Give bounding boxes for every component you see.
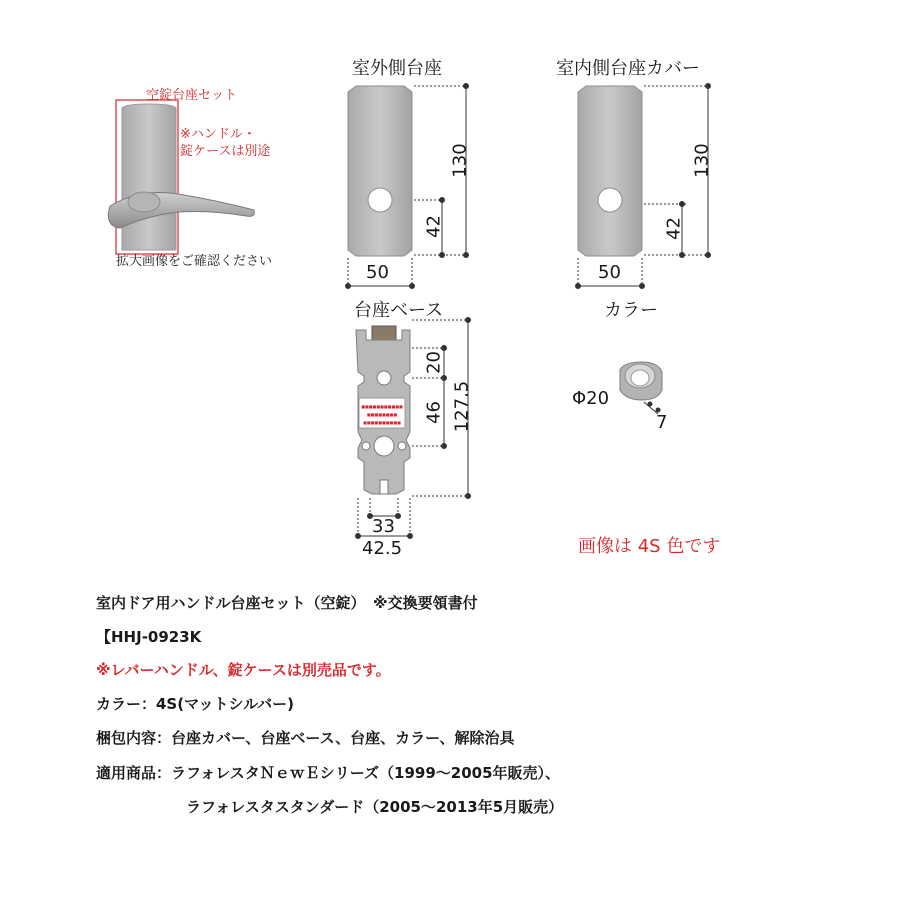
product-line: 室内ドア用ハンドル台座セット（空錠） ※交換要領書付 xyxy=(96,594,478,612)
base-dim-20: 20 xyxy=(423,351,445,374)
base-title: 台座ベース xyxy=(354,300,444,321)
base-dim-33: 33 xyxy=(372,516,395,537)
outer-height-dim: 130 xyxy=(449,143,471,178)
applicable-products-2: ラフォレスタスタンダード（2005～2013年5月販売） xyxy=(186,798,564,816)
outer-width-dim: 50 xyxy=(366,262,389,283)
collar-title: カラー xyxy=(604,300,658,321)
set-plate-image xyxy=(122,104,176,250)
outer-plate-hole xyxy=(368,188,392,212)
base-dim-total: 127.5 xyxy=(451,380,473,433)
color-spec: カラー：4S(マットシルバー) xyxy=(96,695,294,713)
svg-text:■■■■■■■■■■■: ■■■■■■■■■■■ xyxy=(361,404,403,409)
base-dim-42-5: 42.5 xyxy=(362,538,403,559)
inner-height-dim: 130 xyxy=(691,143,713,178)
collar-image xyxy=(620,362,662,400)
inner-cover-hole xyxy=(598,188,622,212)
collar-diameter: Φ20 xyxy=(572,388,610,409)
inner-width-dim: 50 xyxy=(598,262,621,283)
set-caption: 空錠台座セット xyxy=(146,88,238,103)
package-contents: 梱包内容：台座カバー、台座ベース、台座、カラー、解除治具 xyxy=(96,729,515,747)
outer-plate-title: 室外側台座 xyxy=(352,58,442,79)
zoom-hint: 拡大画像をご確認ください xyxy=(116,254,273,269)
collar-thickness: 7 xyxy=(656,412,668,433)
outer-hole-dim: 42 xyxy=(423,215,445,238)
base-dim-46: 46 xyxy=(423,401,445,424)
inner-cover-image xyxy=(578,86,642,256)
color-note: 画像は 4S 色です xyxy=(578,536,721,557)
separate-sale-warning: ※レバーハンドル、錠ケースは別売品です。 xyxy=(96,661,391,679)
base-plate-image xyxy=(356,326,410,494)
inner-hole-dim: 42 xyxy=(663,217,685,240)
applicable-products-1: 適用商品：ラフォレスタＮｅｗＥシリーズ（1999～2005年販売）、 xyxy=(96,764,561,782)
inner-cover-title: 室内側台座カバー xyxy=(556,58,700,79)
svg-text:■■■■■■■■■■: ■■■■■■■■■■ xyxy=(363,420,401,425)
outer-plate-image xyxy=(348,86,412,256)
svg-text:■■■■■■■■: ■■■■■■■■ xyxy=(366,412,398,417)
model-number: 【HHJ-0923K xyxy=(96,628,202,646)
separate-note: ※ハンドル・ 錠ケースは別途 xyxy=(180,127,271,159)
